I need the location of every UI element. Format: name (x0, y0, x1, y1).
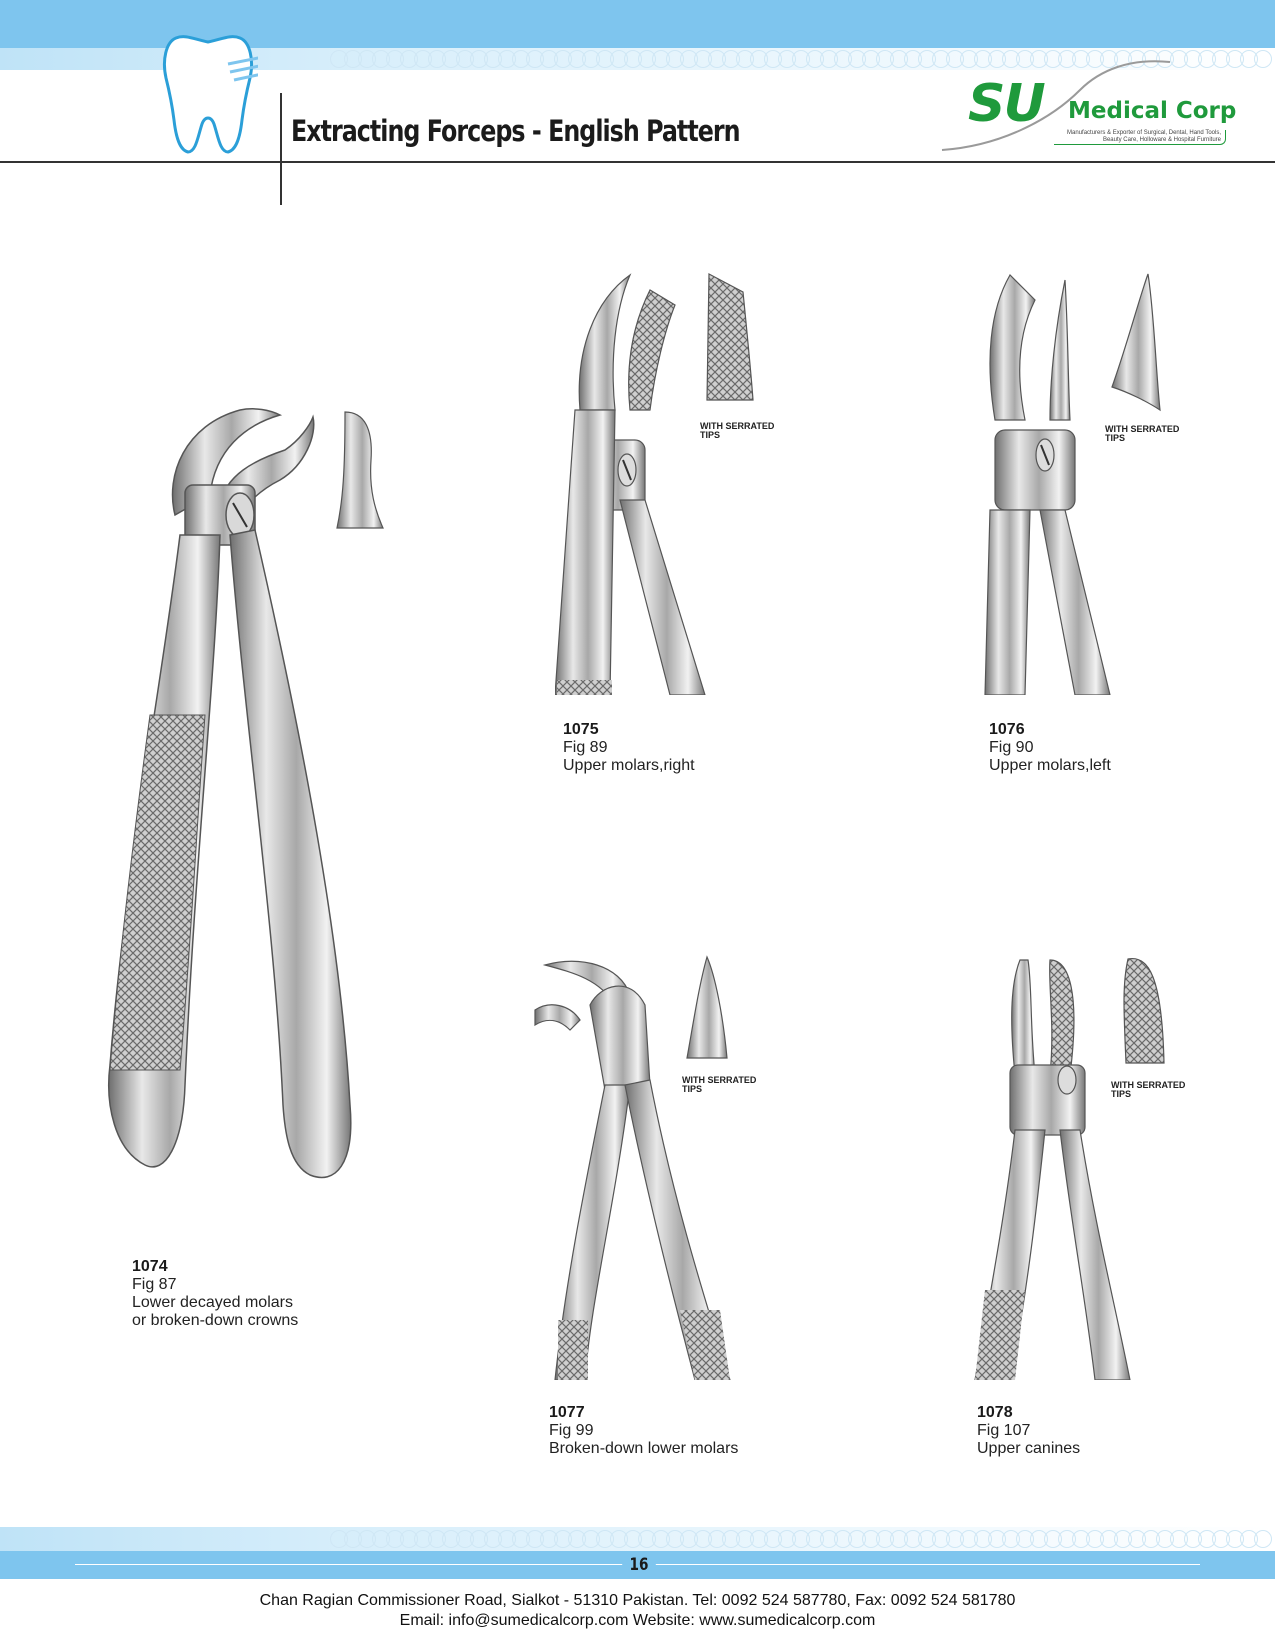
product-desc: Upper canines (977, 1440, 1081, 1457)
forceps-1075-tip-detail (703, 272, 755, 402)
footer-contact: Email: info@sumedicalcorp.com Website: www.sumedicalcorp.com (399, 1612, 876, 1629)
product-code: 1076 (989, 721, 1025, 738)
page-number: 16 (622, 1551, 656, 1579)
forceps-1078-image (970, 955, 1135, 1380)
footer-address: Chan Ragian Commissioner Road, Sialkot - 51310 Pakistan. Tel: 0092 524 587780, Fax: 0092 524 581780 (259, 1592, 1016, 1609)
forceps-1077-tip-detail (685, 955, 730, 1060)
page-title: Extracting Forceps - English Pattern (291, 114, 740, 148)
serrated-note-1075: WITH SERRATED TIPS (700, 421, 775, 440)
bottom-scallop-pattern (330, 1530, 1275, 1548)
forceps-1078-tip-detail (1118, 955, 1168, 1065)
header-vertical-rule (280, 93, 282, 205)
serrated-note-1076: WITH SERRATED TIPS (1105, 424, 1180, 443)
forceps-1074-image (105, 405, 380, 1245)
forceps-1075-image (555, 270, 710, 695)
product-desc: Broken-down lower molars (549, 1440, 739, 1457)
header-horizontal-rule (0, 161, 1275, 163)
product-desc: Lower decayed molars (132, 1294, 293, 1311)
logo-tagline: Manufacturers & Exporter of Surgical, Dental, Hand Tools, Beauty Care, Holloware & Hospital Furniture (1054, 130, 1226, 145)
product-code: 1078 (977, 1404, 1013, 1421)
product-fig: Fig 90 (989, 739, 1034, 756)
product-1076-caption (989, 721, 1111, 775)
scallop-ring (1254, 1530, 1272, 1548)
product-code: 1077 (549, 1404, 585, 1421)
product-fig: Fig 89 (563, 739, 608, 756)
logo-company-name: Medical Corp (1068, 98, 1237, 124)
scallop-ring (1254, 50, 1272, 68)
product-fig: Fig 99 (549, 1422, 594, 1439)
logo-initials: SU (968, 74, 1044, 134)
forceps-1074-tip-detail (335, 410, 385, 530)
product-code: 1075 (563, 721, 599, 738)
product-desc: or broken-down crowns (132, 1312, 299, 1329)
product-1077-caption (549, 1404, 738, 1458)
product-code: 1074 (132, 1258, 168, 1275)
product-1078-caption (977, 1404, 1080, 1458)
serrated-note-1078: WITH SERRATED TIPS (1111, 1080, 1186, 1099)
company-logo (940, 50, 1237, 160)
product-fig: Fig 107 (977, 1422, 1031, 1439)
forceps-1076-tip-detail (1108, 272, 1163, 412)
serrated-note-1077: WITH SERRATED TIPS (682, 1075, 757, 1094)
tooth-icon (158, 28, 258, 163)
product-1075-caption (563, 721, 695, 775)
product-fig: Fig 87 (132, 1276, 177, 1293)
product-desc: Upper molars,right (563, 757, 695, 774)
product-desc: Upper molars,left (989, 757, 1111, 774)
product-1074-caption (132, 1258, 298, 1330)
forceps-1076-image (980, 270, 1115, 695)
